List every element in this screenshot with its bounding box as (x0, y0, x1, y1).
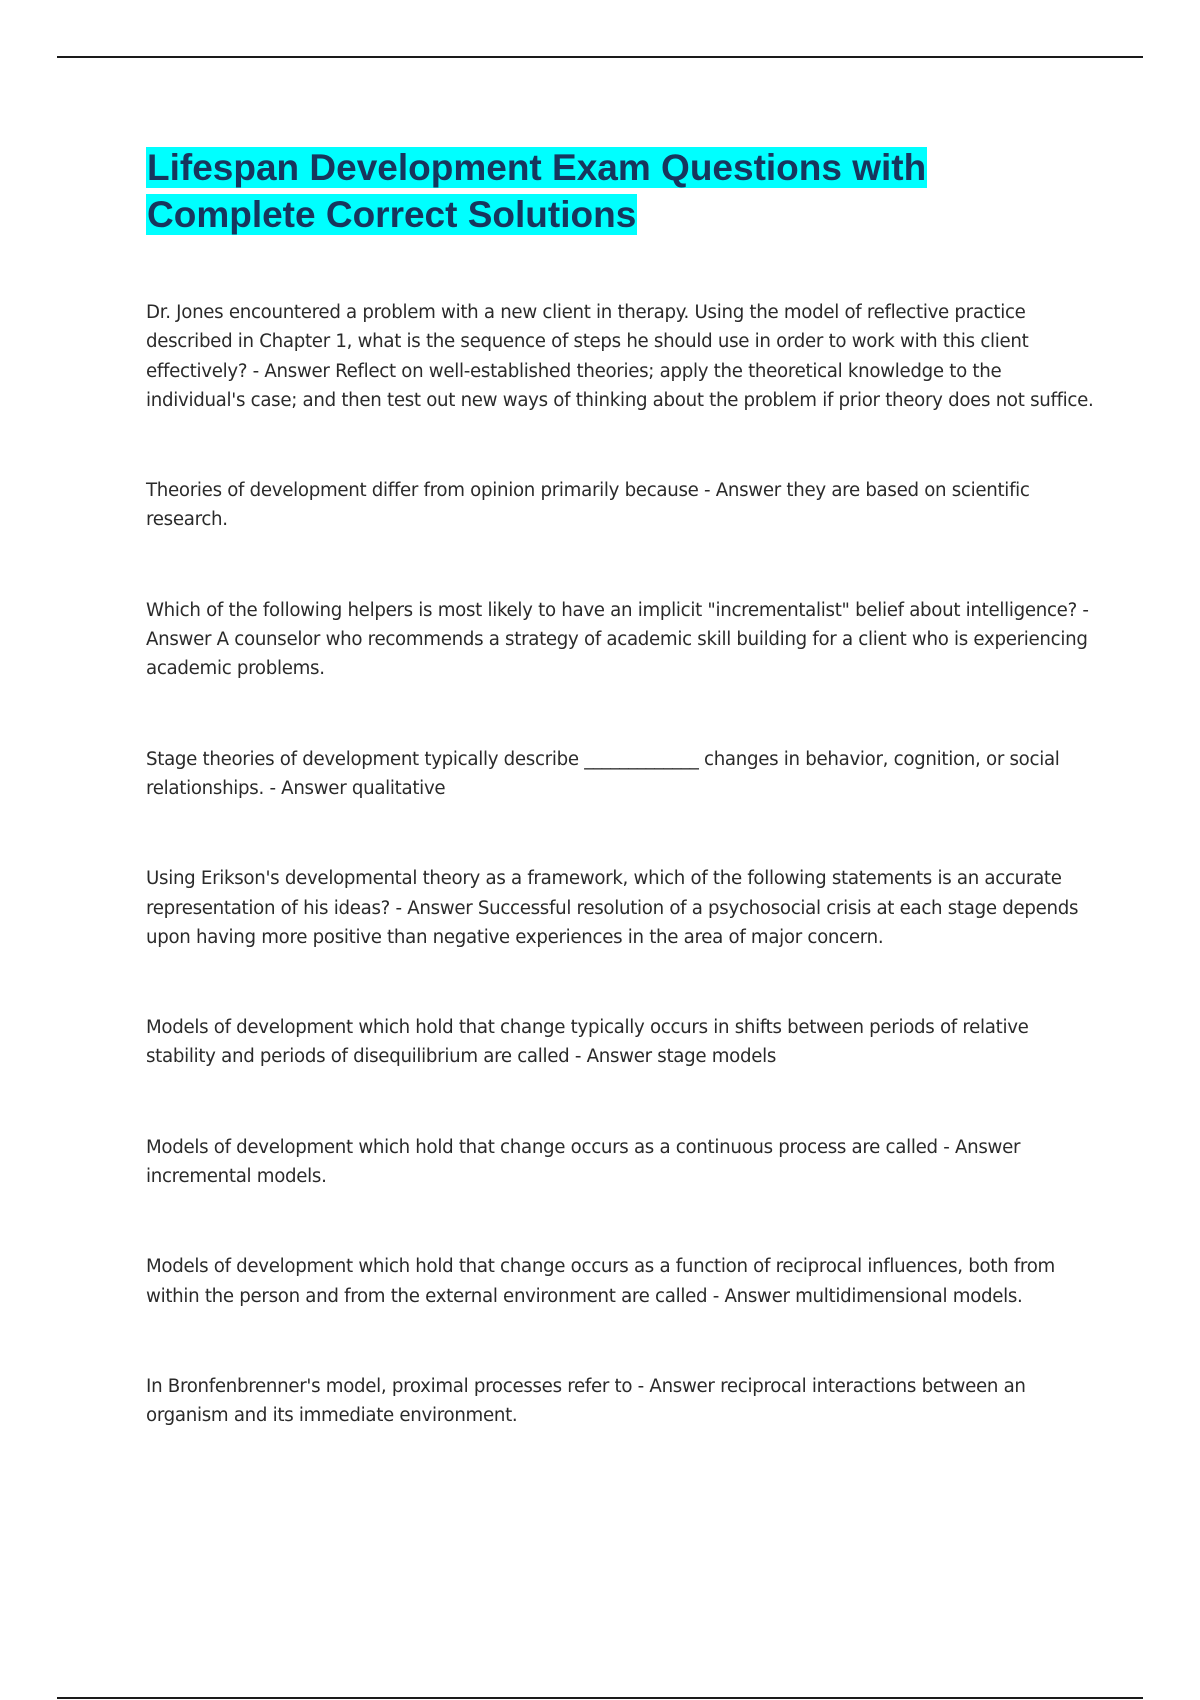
qa-item: Dr. Jones encountered a problem with a new client in therapy. Using the model of reflective practice described in Chapter 1, what is the sequence of steps he should use in order to work with this client effectively? - Answer Reflect on well-established theories; apply the theoretical knowledge to the individual's case; and then test out new ways of thinking about the problem if prior theory does not suffice. (146, 302, 1094, 411)
qa-item: Models of development which hold that change typically occurs in shifts between periods of relative stability and periods of disequilibrium are called - Answer stage models (146, 1017, 1029, 1068)
qa-item: Models of development which hold that change occurs as a continuous process are called - Answer incremental models. (146, 1136, 1021, 1188)
qa-item: Theories of development differ from opinion primarily because - Answer they are based on scientific research. (146, 480, 1030, 531)
qa-item: Which of the following helpers is most likely to have an implicit "incrementalist" belief about intelligence? - Answer A counselor who recommends a strategy of academic skill building for a client who is experiencing academic problems. (146, 599, 1089, 680)
qa-item: Stage theories of development typically describe _____________ changes in behavior, cognition, or social relationships. - Answer qualitative (146, 748, 1060, 799)
footer-rule (57, 1697, 1143, 1699)
document-title (146, 144, 1096, 238)
qa-item: In Bronfenbrenner's model, proximal processes refer to - Answer reciprocal interactions between an organism and its immediate environment. (146, 1375, 1026, 1427)
qa-item: Using Erikson's developmental theory as a framework, which of the following statements is an accurate representation of his ideas? - Answer Successful resolution of a psychosocial crisis at each stage depends upon having more positive than negative experiences in the area of major concern. (146, 868, 1079, 948)
qa-list (146, 298, 1096, 1431)
qa-item: Models of development which hold that change occurs as a function of reciprocal influences, both from within the person and from the external environment are called - Answer multidimensional models. (146, 1256, 1055, 1307)
document-page (146, 144, 1096, 1431)
document-title-text: Lifespan Development Exam Questions with Complete Correct Solutions (147, 147, 927, 235)
header-rule (57, 56, 1143, 58)
